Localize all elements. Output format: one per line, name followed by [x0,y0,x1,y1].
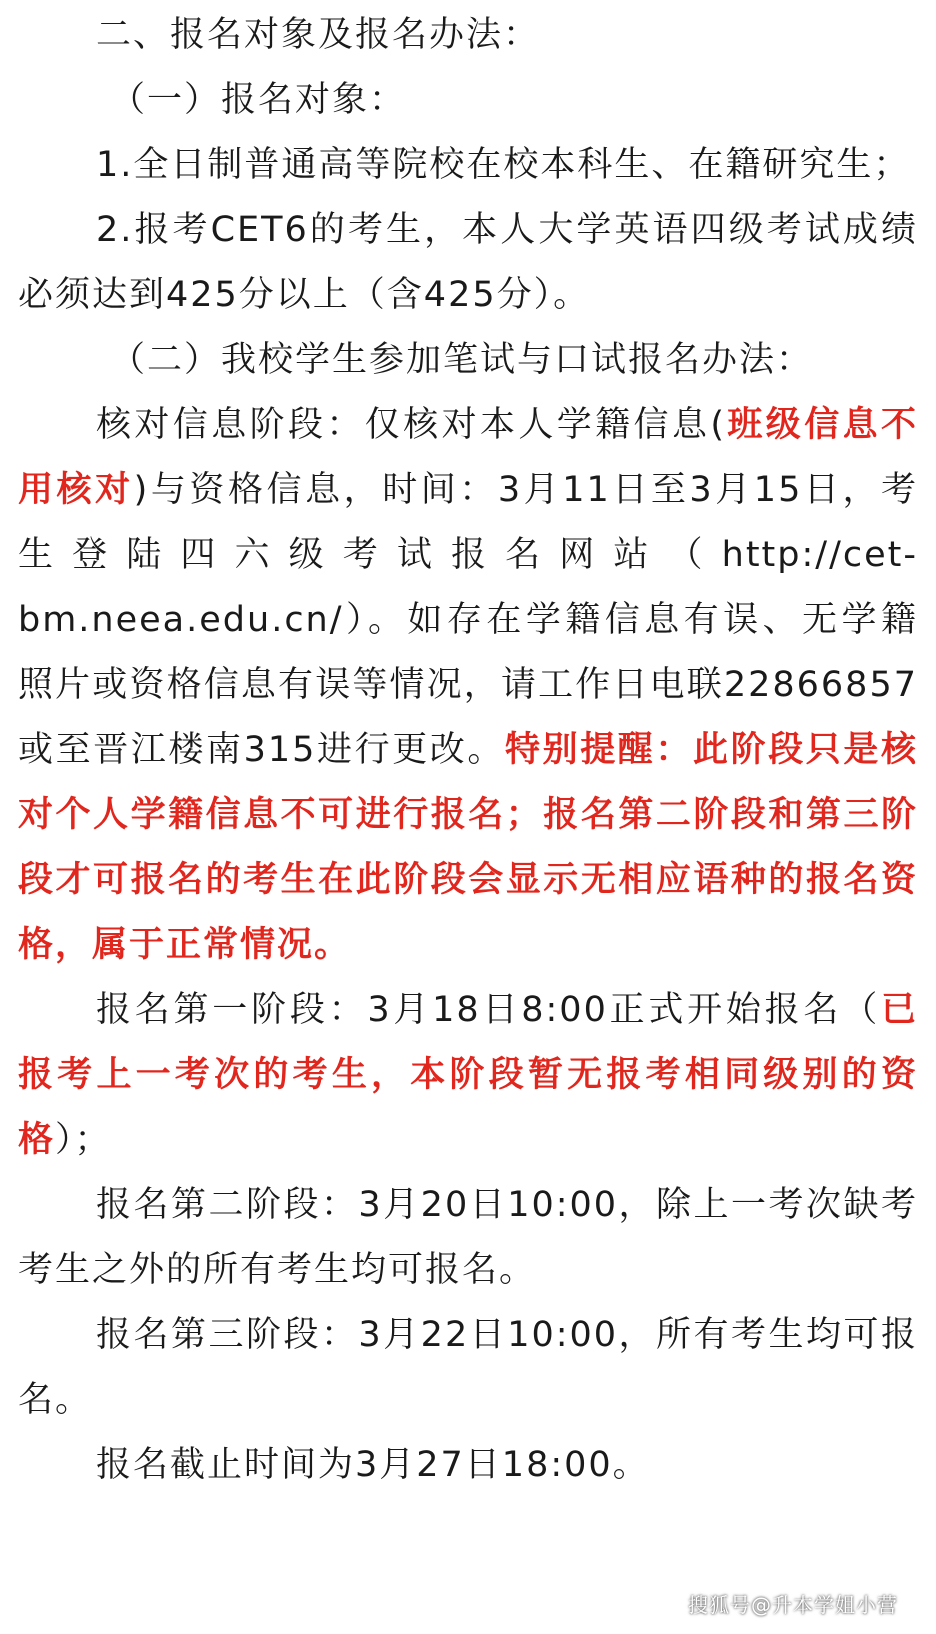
stage3-paragraph: 报名第三阶段：3月22日10:00，所有考生均可报名。 [18,1315,918,1420]
section-heading: 二、报名对象及报名办法： [96,15,541,55]
stage1-close: ）； [55,1120,112,1160]
sub-heading-target: （一）报名对象： [110,80,407,120]
verify-stage-paragraph [18,393,918,978]
document-body [18,0,918,1498]
sub-heading-method: （二）我校学生参加笔试与口试报名办法： [110,340,814,380]
eligibility-item-1: 1.全日制普通高等院校在校本科生、在籍研究生； [96,145,911,185]
special-reminder: 特别提醒：此阶段只是核对个人学籍信息不可进行报名；报名第二阶段和第三阶段才可报名的考生在此阶段会显示无相应语种的报名资格，属于正常情况。 [18,730,918,965]
deadline-paragraph: 报名截止时间为3月27日18:00。 [96,1445,650,1485]
verify-red-note: 班级信息不用核对 [18,405,918,510]
stage2-paragraph: 报名第二阶段：3月20日10:00，除上一考次缺考考生之外的所有考生均可报名。 [18,1185,918,1290]
stage1-paragraph [18,978,918,1173]
stage1-red-note: 已报考上一考次的考生，本阶段暂无报考相同级别的资格 [18,990,918,1160]
eligibility-item-2: 2.报考CET6的考生，本人大学英语四级考试成绩必须达到425分以上（含425分）。 [18,210,918,315]
verify-text-1: 核对信息阶段：仅核对本人学籍信息( [96,405,727,445]
stage1-open-paren: （ [842,990,881,1030]
watermark: 搜狐号@升本学姐小营 [688,1593,898,1617]
stage1-text: 报名第一阶段：3月18日8:00正式开始报名 [96,990,843,1030]
verify-text-2: )与资格信息，时间：3月11日至3月15日，考生登陆四六级考试报名网站（http://cet-bm.neea.edu.cn/）。如存在学籍信息有误、无学籍照片或资格信息有误等情况，请工作日电联22866857或至晋江楼南315进行更改。 [18,470,918,770]
